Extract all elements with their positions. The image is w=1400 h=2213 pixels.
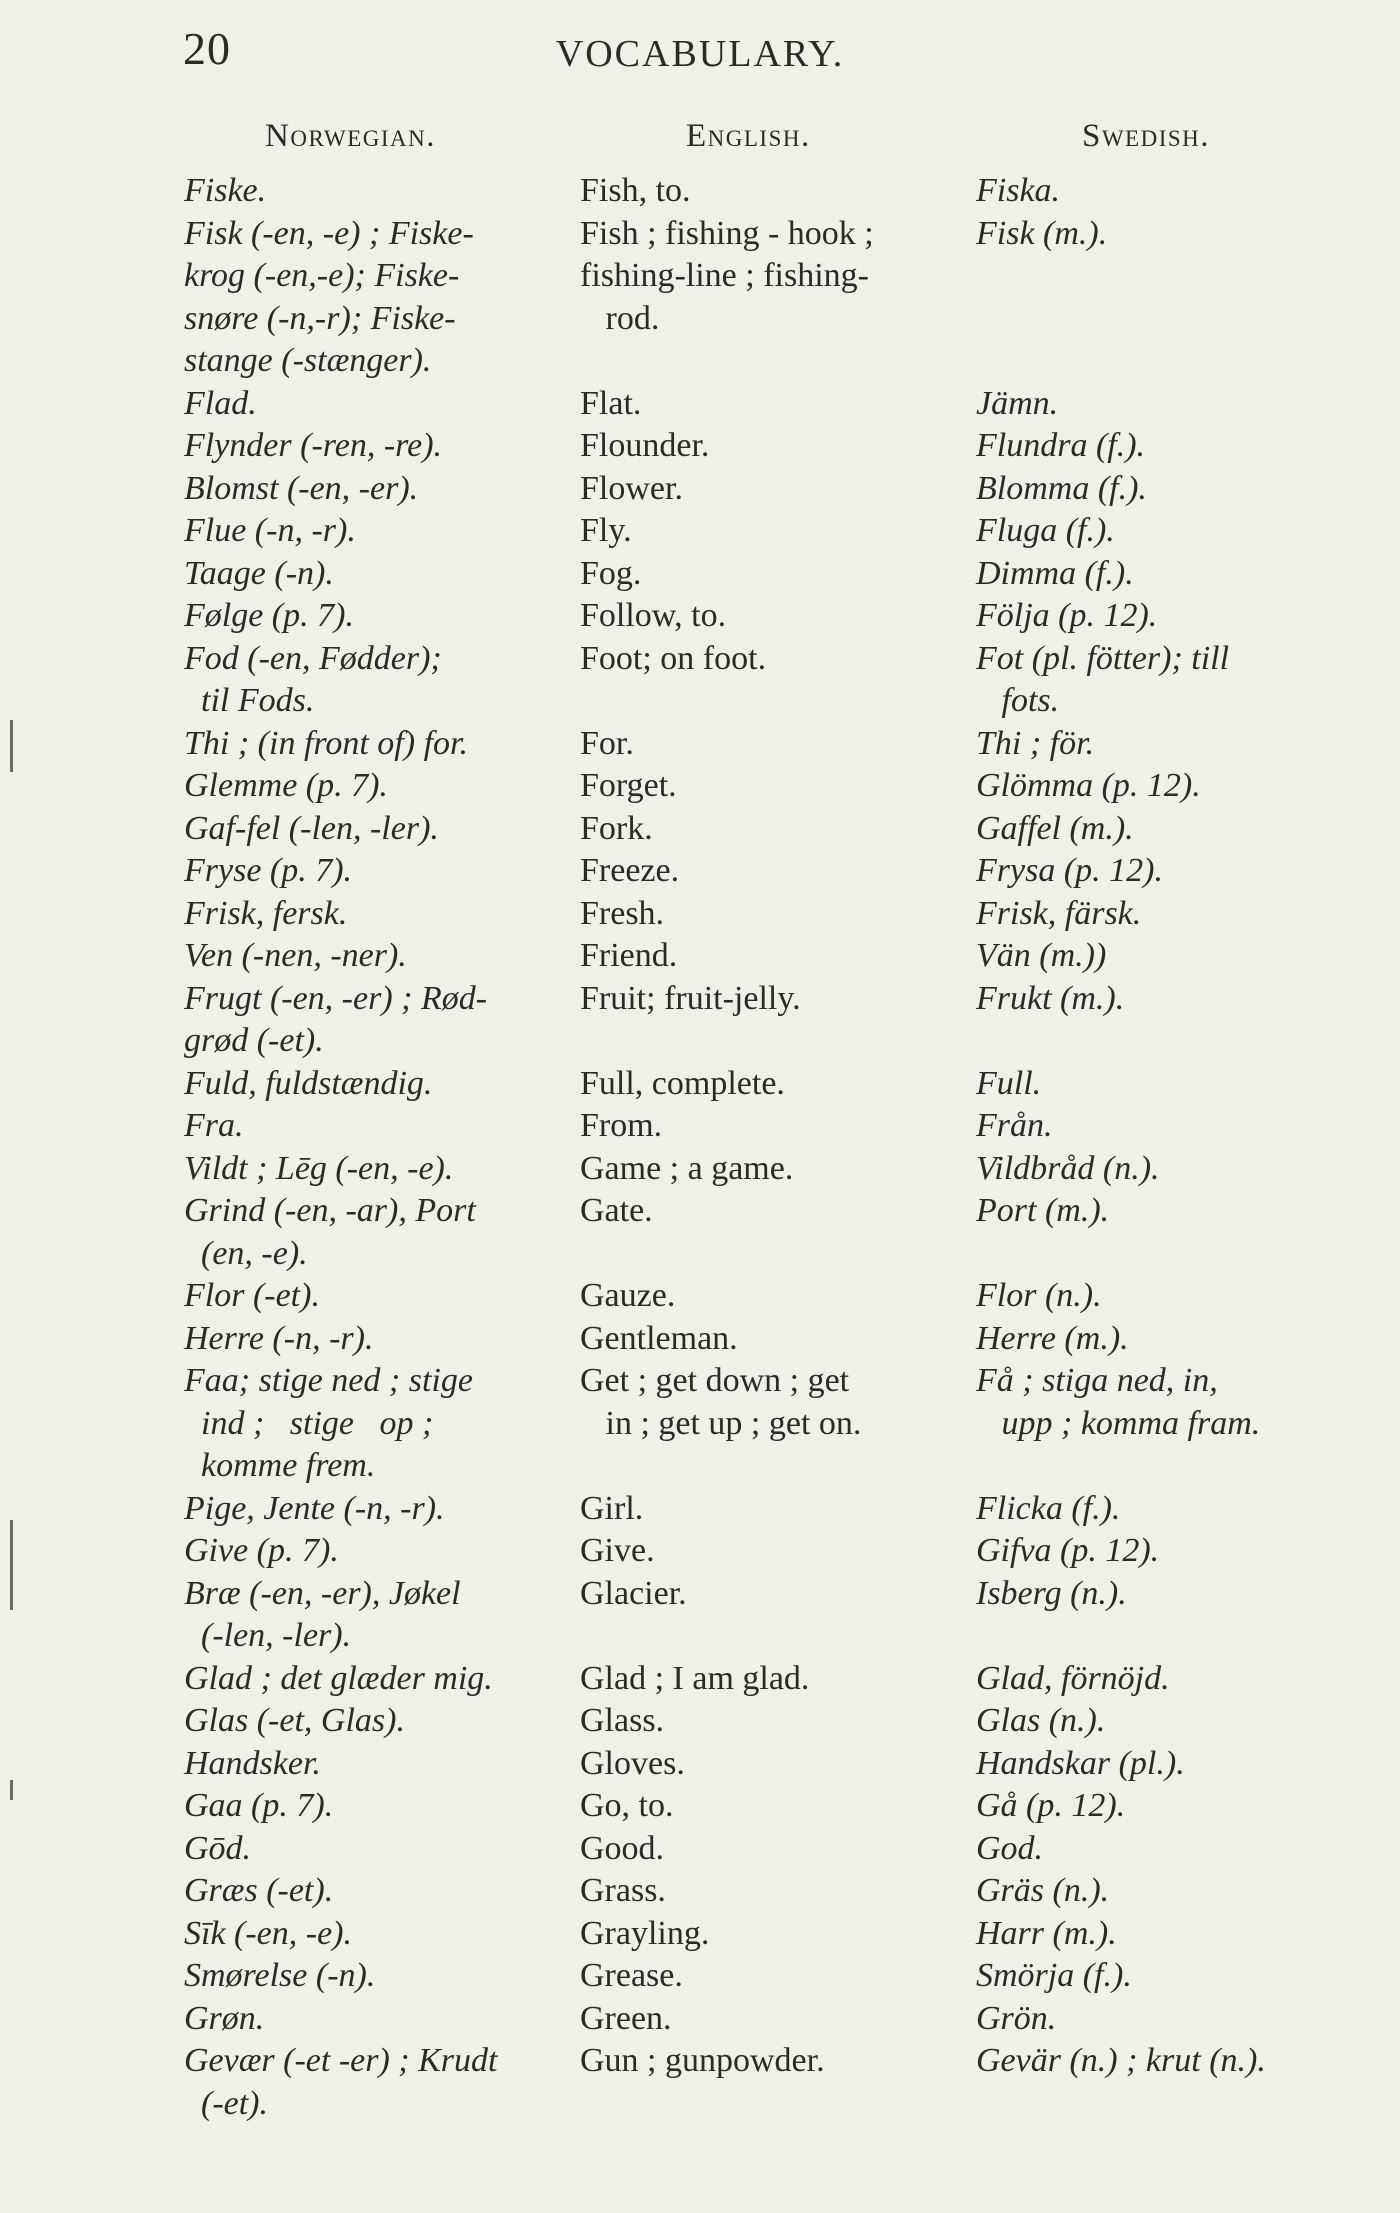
swedish-term: Gifva (p. 12).	[976, 1532, 1160, 1569]
vocab-entry-row	[0, 1063, 1400, 1106]
norwegian-term: Glas (-et, Glas).	[184, 1702, 405, 1739]
english-term: Freeze.	[580, 852, 680, 889]
norwegian-term: Frugt (-en, -er) ; Rød- grød (-et).	[184, 979, 488, 1059]
english-term: Glass.	[580, 1702, 665, 1739]
vocab-entry-row	[0, 893, 1400, 936]
vocab-entry-row	[0, 1743, 1400, 1786]
norwegian-term: Grøn.	[184, 1999, 265, 2037]
vocab-entry-row	[0, 1360, 1400, 1488]
swedish-term: Flor (n.).	[976, 1277, 1102, 1314]
vocab-entry-row	[0, 1658, 1400, 1701]
english-term: Grayling.	[580, 1914, 710, 1952]
english-term: Glad ; I am glad.	[580, 1659, 810, 1697]
vocab-entry-row	[0, 1318, 1400, 1361]
english-term: Full, complete.	[580, 1064, 785, 1102]
vocab-entry-row	[0, 2040, 1400, 2125]
norwegian-term: Vildt ; Lēg (-en, -e).	[184, 1149, 454, 1187]
swedish-term: Full.	[976, 1064, 1042, 1102]
swedish-term: Gå (p. 12).	[976, 1787, 1126, 1824]
vocab-entry-row	[0, 1870, 1400, 1913]
swedish-term: Glas (n.).	[976, 1702, 1106, 1739]
english-term: Fog.	[580, 554, 642, 592]
norwegian-term: Thi ; (in front of) for.	[184, 724, 468, 762]
page-number: 20	[183, 23, 231, 74]
norwegian-term: Pige, Jente (-n, -r).	[184, 1489, 445, 1527]
norwegian-term: Fiske.	[184, 172, 267, 209]
vocab-entry-row	[0, 1530, 1400, 1573]
norwegian-term: Frisk, fersk.	[184, 894, 348, 932]
english-term: Glacier.	[580, 1574, 687, 1612]
english-term: Go, to.	[580, 1787, 674, 1824]
vocab-entry-row	[0, 1488, 1400, 1531]
english-term: Gentleman.	[580, 1319, 738, 1357]
swedish-term: Grön.	[976, 1999, 1057, 2037]
swedish-term: Få ; stiga ned, in, upp ; komma fram.	[976, 1362, 1261, 1442]
header-swedish: Swedish.	[1082, 118, 1211, 154]
vocab-entry-row	[0, 1998, 1400, 2041]
norwegian-term: Glad ; det glæder mig.	[184, 1659, 493, 1697]
norwegian-term: Flad.	[184, 384, 257, 422]
vocab-entry-row	[0, 850, 1400, 893]
english-term: Give.	[580, 1532, 655, 1569]
swedish-term: Frisk, färsk.	[976, 894, 1142, 932]
swedish-term: Smörja (f.).	[976, 1957, 1132, 1994]
vocab-entry-row	[0, 1828, 1400, 1871]
vocab-entry-row	[0, 723, 1400, 766]
norwegian-term: Herre (-n, -r).	[184, 1319, 374, 1357]
vocab-entry-row	[0, 1955, 1400, 1998]
norwegian-term: Fod (-en, Fødder); til Fods.	[184, 639, 442, 719]
swedish-term: Glömma (p. 12).	[976, 767, 1201, 804]
swedish-term: Herre (m.).	[976, 1319, 1129, 1357]
english-term: Get ; get down ; get in ; get up ; get on.	[580, 1362, 862, 1442]
header-english: English.	[686, 118, 811, 154]
english-term: Fruit; fruit-jelly.	[580, 979, 801, 1017]
english-term: For.	[580, 724, 634, 762]
header-norwegian: Norwegian.	[265, 118, 437, 154]
english-term: Gauze.	[580, 1277, 676, 1314]
vocab-entry-row	[0, 1148, 1400, 1191]
vocab-entry-row	[0, 638, 1400, 723]
running-title: VOCABULARY.	[555, 33, 845, 75]
english-term: Flat.	[580, 384, 642, 422]
norwegian-term: Flor (-et).	[184, 1277, 320, 1314]
vocab-entry-row	[0, 170, 1400, 213]
norwegian-term: Blomst (-en, -er).	[184, 469, 419, 507]
vocab-entry-row	[0, 213, 1400, 383]
english-term: Fish ; fishing - hook ; fishing-line ; fishing- rod.	[580, 214, 874, 337]
swedish-term: Fot (pl. fötter); till fots.	[976, 639, 1230, 719]
norwegian-term: Græs (-et).	[184, 1872, 334, 1909]
english-term: Fly.	[580, 512, 632, 549]
norwegian-term: Handsker.	[184, 1744, 321, 1782]
vocab-entry-row	[0, 1785, 1400, 1828]
vocab-entry-row	[0, 595, 1400, 638]
vocab-entry-row	[0, 1700, 1400, 1743]
vocab-entry-row	[0, 1105, 1400, 1148]
norwegian-term: Flue (-n, -r).	[184, 512, 356, 549]
norwegian-term: Gaf-fel (-len, -ler).	[184, 809, 439, 847]
swedish-term: Flundra (f.).	[976, 427, 1146, 464]
english-term: Gate.	[580, 1192, 653, 1229]
norwegian-term: Ven (-nen, -ner).	[184, 937, 407, 974]
norwegian-term: Glemme (p. 7).	[184, 767, 388, 804]
swedish-term: Vildbråd (n.).	[976, 1149, 1160, 1187]
english-term: Gun ; gunpowder.	[580, 2042, 825, 2079]
english-term: Forget.	[580, 767, 677, 804]
vocab-entry-row	[0, 553, 1400, 596]
swedish-term: Handskar (pl.).	[976, 1744, 1185, 1782]
vocab-entry-row	[0, 1913, 1400, 1956]
english-term: Grease.	[580, 1957, 683, 1994]
english-term: Fresh.	[580, 894, 665, 932]
english-term: Girl.	[580, 1489, 644, 1527]
swedish-term: Fluga (f.).	[976, 512, 1115, 549]
swedish-term: Fiska.	[976, 172, 1061, 209]
english-term: Fish, to.	[580, 172, 691, 209]
english-term: Game ; a game.	[580, 1149, 794, 1187]
swedish-term: Vän (m.))	[976, 937, 1107, 974]
swedish-term: Thi ; för.	[976, 724, 1095, 762]
norwegian-term: Fuld, fuldstændig.	[184, 1064, 433, 1102]
norwegian-term: Gevær (-et -er) ; Krudt (-et).	[184, 2042, 498, 2122]
swedish-term: God.	[976, 1829, 1044, 1867]
english-term: Flower.	[580, 469, 683, 507]
norwegian-term: Grind (-en, -ar), Port (en, -e).	[184, 1192, 476, 1272]
swedish-term: Gräs (n.).	[976, 1872, 1110, 1909]
norwegian-term: Flynder (-ren, -re).	[184, 427, 443, 464]
norwegian-term: Fryse (p. 7).	[184, 852, 353, 889]
vocab-entry-row	[0, 765, 1400, 808]
english-term: From.	[580, 1107, 663, 1144]
vocab-entry-row	[0, 425, 1400, 468]
english-term: Good.	[580, 1829, 665, 1867]
swedish-term: Harr (m.).	[976, 1914, 1117, 1952]
swedish-term: Gaffel (m.).	[976, 809, 1134, 847]
swedish-term: Dimma (f.).	[976, 554, 1134, 592]
swedish-term: Följa (p. 12).	[976, 597, 1158, 634]
english-term: Foot; on foot.	[580, 639, 767, 677]
norwegian-term: Fisk (-en, -e) ; Fiske- krog (-en,-e); Fiske- snøre (-n,-r); Fiske- stange (-stænger).	[184, 214, 474, 379]
english-term: Gloves.	[580, 1744, 685, 1782]
swedish-term: Frukt (m.).	[976, 979, 1125, 1017]
vocab-entry-row	[0, 468, 1400, 511]
swedish-term: Glad, förnöjd.	[976, 1659, 1170, 1697]
norwegian-term: Faa; stige ned ; stige ind ; stige op ; komme frem.	[184, 1362, 473, 1484]
column-headers	[0, 118, 1400, 162]
vocabulary-entries	[0, 170, 1400, 2125]
vocab-entry-row	[0, 935, 1400, 978]
vocab-entry-row	[0, 383, 1400, 426]
norwegian-term: Gōd.	[184, 1829, 252, 1867]
swedish-term: Flicka (f.).	[976, 1489, 1121, 1527]
english-term: Fork.	[580, 809, 653, 847]
swedish-term: Fisk (m.).	[976, 214, 1108, 252]
vocab-entry-row	[0, 1573, 1400, 1658]
swedish-term: Jämn.	[976, 384, 1059, 422]
norwegian-term: Følge (p. 7).	[184, 597, 354, 634]
norwegian-term: Give (p. 7).	[184, 1532, 339, 1569]
norwegian-term: Bræ (-en, -er), Jøkel (-len, -ler).	[184, 1574, 461, 1654]
vocab-entry-row	[0, 978, 1400, 1063]
norwegian-term: Smørelse (-n).	[184, 1957, 376, 1994]
vocab-entry-row	[0, 808, 1400, 851]
swedish-term: Frysa (p. 12).	[976, 852, 1163, 889]
english-term: Friend.	[580, 937, 678, 974]
swedish-term: Från.	[976, 1107, 1053, 1144]
norwegian-term: Taage (-n).	[184, 554, 334, 592]
swedish-term: Blomma (f.).	[976, 469, 1147, 507]
english-term: Follow, to.	[580, 597, 727, 634]
vocab-entry-row	[0, 1190, 1400, 1275]
english-term: Green.	[580, 1999, 672, 2037]
norwegian-term: Fra.	[184, 1107, 244, 1144]
norwegian-term: Sīk (-en, -e).	[184, 1914, 353, 1952]
swedish-term: Port (m.).	[976, 1192, 1110, 1229]
english-term: Flounder.	[580, 427, 710, 464]
english-term: Grass.	[580, 1872, 666, 1909]
swedish-term: Isberg (n.).	[976, 1574, 1127, 1612]
vocab-entry-row	[0, 510, 1400, 553]
swedish-term: Gevär (n.) ; krut (n.).	[976, 2042, 1266, 2079]
vocab-entry-row	[0, 1275, 1400, 1318]
norwegian-term: Gaa (p. 7).	[184, 1787, 334, 1824]
